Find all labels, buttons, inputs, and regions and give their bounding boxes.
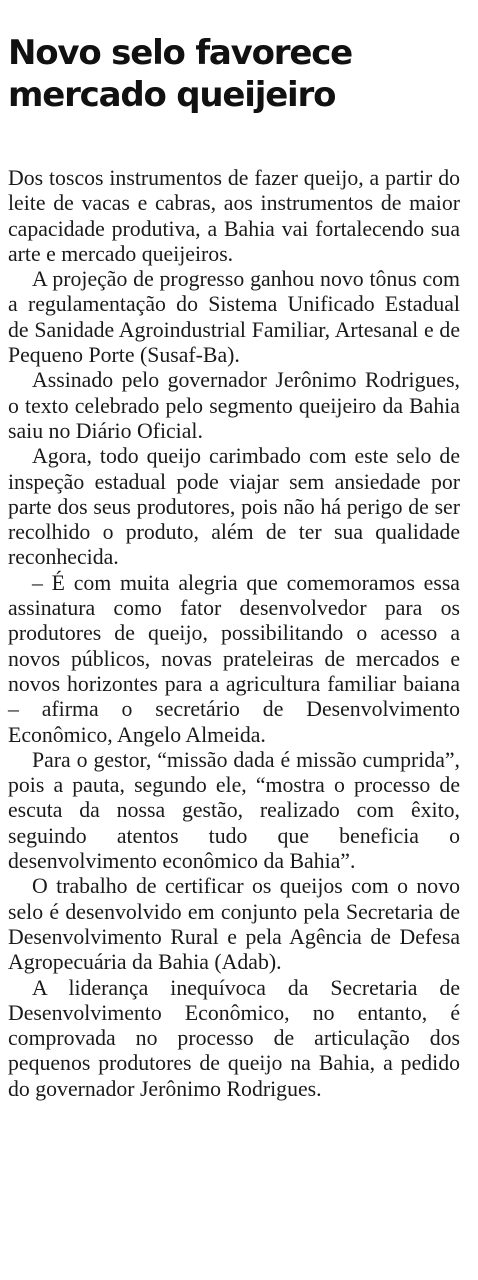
article-body [8,166,460,1102]
article-paragraph: O trabalho de certificar os queijos com o novo selo é desenvolvido em conjunto pela Secretaria de Desenvolvimento Rural e pela Agência de Defesa Agropecuária da Bahia (Adab). [8,874,460,975]
article-paragraph: Assinado pelo governador Jerônimo Rodrigues, o texto celebrado pelo segmento queijeiro da Bahia saiu no Diário Oficial. [8,368,460,443]
article-paragraph: – É com muita alegria que comemoramos essa assinatura como fator desenvolvedor para os produtores de queijo, possibilitando o acesso a novos públicos, novas prateleiras de mercados e novos horizontes para a agricultura familiar baiana – afirma o secretário de Desenvolvimento Econômico, Angelo Almeida. [8,570,460,747]
article-headline: Novo selo favorece mercado queijeiro [8,33,353,115]
article-paragraph: Agora, todo queijo carimbado com este selo de inspeção estadual pode viajar sem ansiedade por parte dos seus produtores, pois não há perigo de ser recolhido o produto, além de ter sua qualidade reconhecida. [8,444,460,570]
article-paragraph: A liderança inequívoca da Secretaria de Desenvolvimento Econômico, no entanto, é comprovada no processo de articulação dos pequenos produtores de queijo na Bahia, a pedido do governador Jerônimo Rodrigues. [8,975,460,1101]
article-paragraph: Dos toscos instrumentos de fazer queijo, a partir do leite de vacas e cabras, aos instrumentos de maior capacidade produtiva, a Bahia vai fortalecendo sua arte e mercado queijeiros. [8,166,460,266]
news-article [8,32,460,1102]
article-paragraph: Para o gestor, “missão dada é missão cumprida”, pois a pauta, segundo ele, “mostra o processo de escuta da nossa gestão, realizado com êxito, seguindo atentos tudo que beneficia o desenvolvimento econômico da Bahia”. [8,747,460,874]
article-paragraph: A projeção de progresso ganhou novo tônus com a regulamentação do Sistema Unificado Estadual de Sanidade Agroindustrial Familiar, Artesanal e de Pequeno Porte (Susaf-Ba). [8,267,460,368]
